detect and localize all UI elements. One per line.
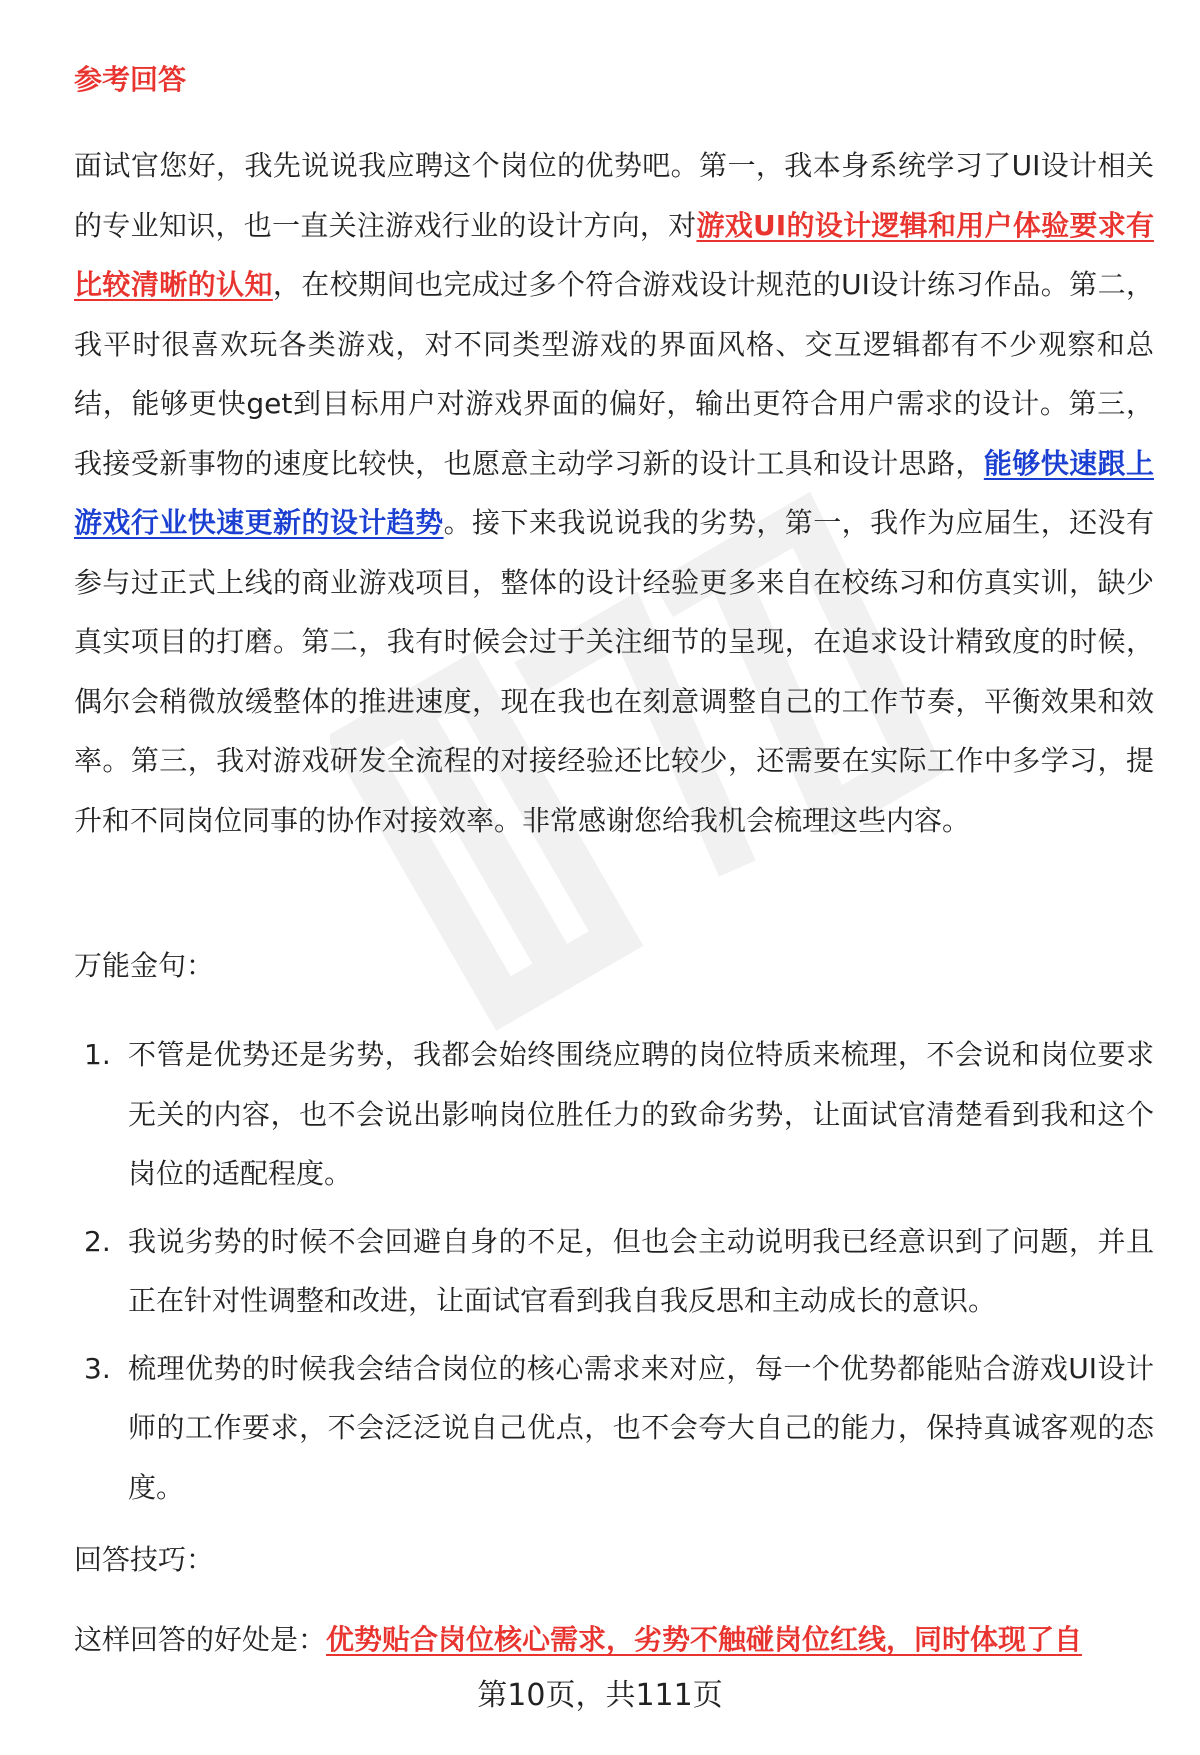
tips-label: 回答技巧：	[74, 1543, 215, 1576]
tips-highlight: 优势贴合岗位核心需求，劣势不触碰岗位红线，同时体现了自	[326, 1623, 1083, 1656]
list-item	[74, 1025, 1154, 1204]
answer-text-part3: 。接下来我说说我的劣势，第一，我作为应届生，还没有参与过正式上线的商业游戏项目，整体的设计经验更多来自在校练习和仿真实训，缺少真实项目的打磨。第二，我有时候会过于关注细节的呈现，在追求设计精致度的时候，偶尔会稍微放缓整体的推进速度，现在我也在刻意调整自己的工作节奏，平衡效果和效率。第三，我对游戏研发全流程的对接经验还比较少，还需要在实际工作中多学习，提升和不同岗位同事的协作对接效率。非常感谢您给我机会梳理这些内容。	[74, 506, 1154, 837]
section-heading: 参考回答	[74, 63, 187, 96]
list-item-number: 2.	[84, 1224, 111, 1258]
list-item-number: 1.	[84, 1038, 111, 1071]
page-footer: 第10页，共111页	[477, 1678, 723, 1713]
list-item-text: 不管是优势还是劣势，我都会始终围绕应聘的岗位特质来梳理，不会说和岗位要求无关的内容，也不会说出影响岗位胜任力的致命劣势，让面试官清楚看到我和这个岗位的适配程度。	[128, 1038, 1154, 1190]
answer-highlight-red: 游戏UI的设计逻辑和用户体验要求有比较清晰的认知	[74, 208, 1154, 301]
list-item-text: 梳理优势的时候我会结合岗位的核心需求来对应，每一个优势都能贴合游戏UI设计师的工作要求，不会泛泛说自己优点，也不会夸大自己的能力，保持真诚客观的态度。	[128, 1351, 1154, 1504]
answer-text-part2: ，在校期间也完成过多个符合游戏设计规范的UI设计练习作品。第二，我平时很喜欢玩各类游戏，对不同类型游戏的界面风格、交互逻辑都有不少观察和总结，能够更快get到目标用户对游戏界面的偏好，输出更符合用户需求的设计。第三，我接受新事物的速度比较快，也愿意主动学习新的设计工具和设计思路，	[74, 268, 1154, 480]
phrases-list	[74, 1025, 1154, 1517]
list-item-number: 3.	[84, 1351, 111, 1385]
list-item-text: 我说劣势的时候不会回避自身的不足，但也会主动说明我已经意识到了问题，并且正在针对性调整和改进，让面试官看到我自我反思和主动成长的意识。	[128, 1224, 1154, 1317]
list-item	[74, 1339, 1154, 1518]
answer-highlight-blue: 能够快速跟上游戏行业快速更新的设计趋势	[74, 446, 1154, 539]
list-item	[74, 1212, 1154, 1331]
tips-text	[74, 1620, 1154, 1660]
tips-lead: 这样回答的好处是：	[74, 1623, 327, 1656]
phrases-label: 万能金句：	[74, 949, 215, 982]
reference-answer	[74, 136, 1154, 850]
answer-text-part1: 面试官您好，我先说说我应聘这个岗位的优势吧。第一，我本身系统学习了UI设计相关的专业知识，也一直关注游戏行业的设计方向，对	[74, 149, 1154, 242]
